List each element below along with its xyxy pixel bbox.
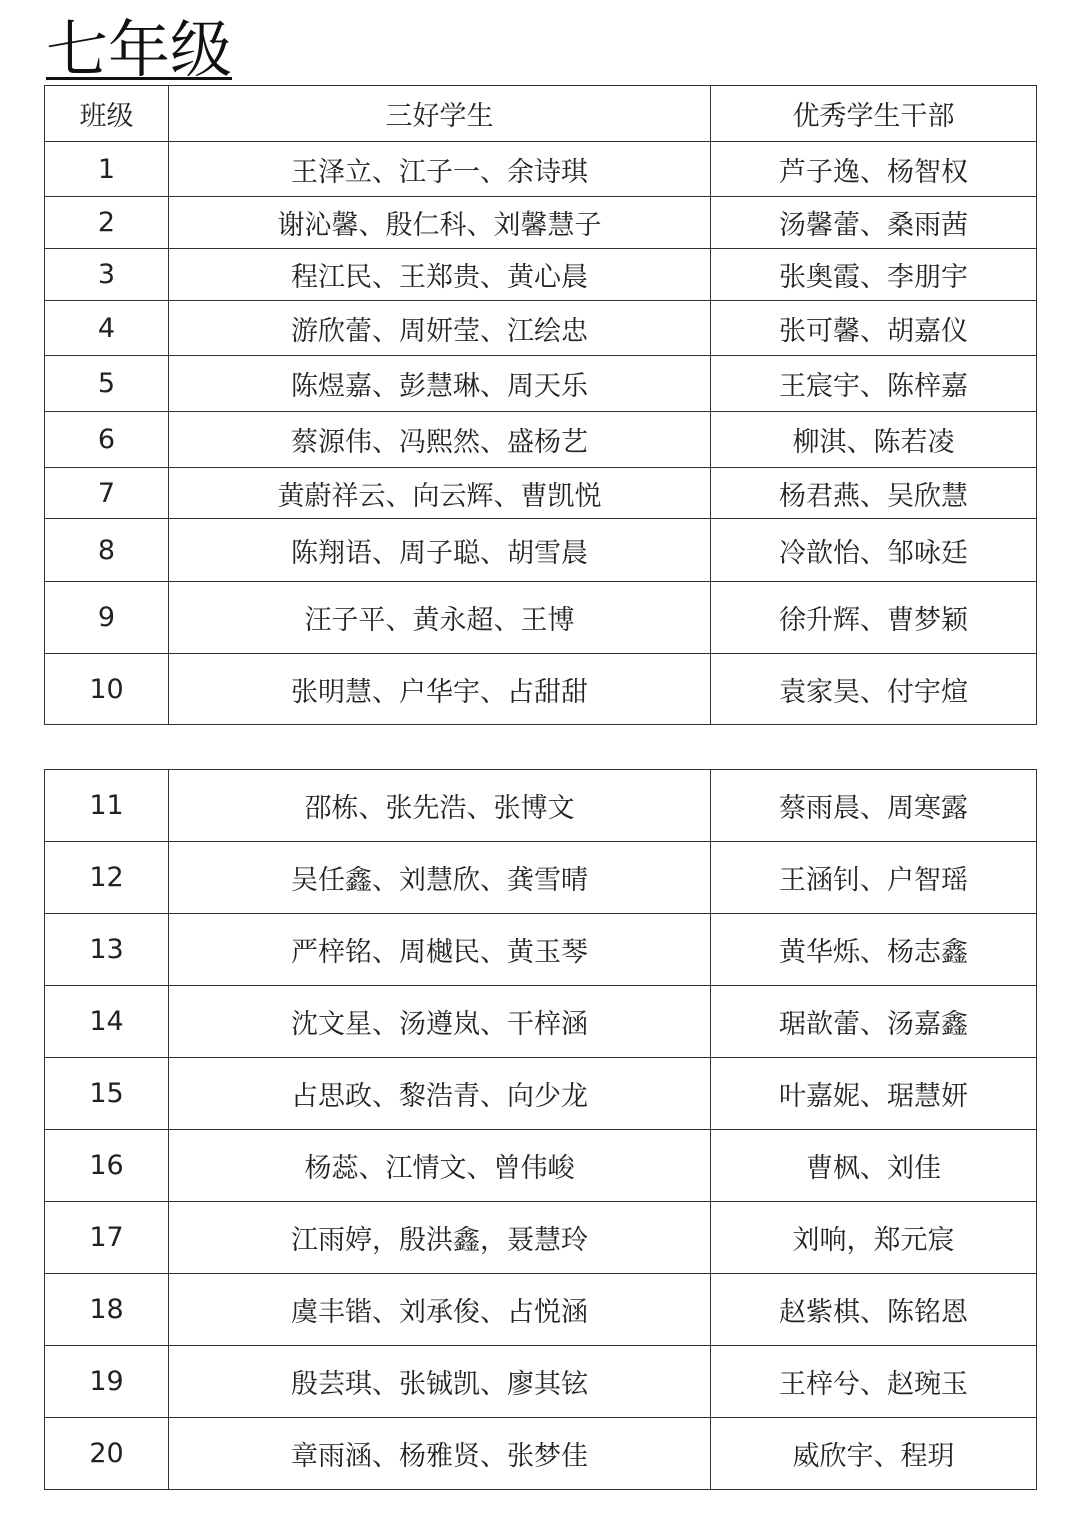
merit-students-cell: 蔡源伟、冯熙然、盛杨艺: [169, 412, 711, 468]
table-row: [45, 986, 1037, 1058]
table-row: [45, 301, 1037, 356]
class-number-cell: 20: [45, 1418, 169, 1490]
table-row: [45, 412, 1037, 468]
header-outstanding-cadres: 优秀学生干部: [711, 86, 1037, 142]
merit-students-cell: 殷芸琪、张铖凯、廖其铉: [169, 1346, 711, 1418]
merit-students-cell: 吴任鑫、刘慧欣、龚雪晴: [169, 842, 711, 914]
table-row: [45, 654, 1037, 725]
awards-table-classes-1-10: [44, 85, 1037, 725]
table-row: [45, 249, 1037, 301]
table-row: [45, 914, 1037, 986]
outstanding-cadres-cell: 王宸宇、陈梓嘉: [711, 356, 1037, 412]
table-row: [45, 1130, 1037, 1202]
table-row: [45, 468, 1037, 519]
class-number-cell: 1: [45, 142, 169, 197]
class-number-cell: 4: [45, 301, 169, 356]
merit-students-cell: 章雨涵、杨雅贤、张梦佳: [169, 1418, 711, 1490]
merit-students-cell: 王泽立、江子一、余诗琪: [169, 142, 711, 197]
merit-students-cell: 江雨婷，殷洪鑫，聂慧玲: [169, 1202, 711, 1274]
merit-students-cell: 严梓铭、周樾民、黄玉琴: [169, 914, 711, 986]
table-row: [45, 1274, 1037, 1346]
class-number-cell: 8: [45, 519, 169, 582]
table-row: [45, 1058, 1037, 1130]
outstanding-cadres-cell: 赵紫棋、陈铭恩: [711, 1274, 1037, 1346]
table-row: [45, 1346, 1037, 1418]
merit-students-cell: 陈煜嘉、彭慧琳、周天乐: [169, 356, 711, 412]
merit-students-cell: 程江民、王郑贵、黄心晨: [169, 249, 711, 301]
merit-students-cell: 虞丰锴、刘承俊、占悦涵: [169, 1274, 711, 1346]
outstanding-cadres-cell: 柳淇、陈若凌: [711, 412, 1037, 468]
table-row: [45, 197, 1037, 249]
merit-students-cell: 谢沁馨、殷仁科、刘馨慧子: [169, 197, 711, 249]
class-number-cell: 15: [45, 1058, 169, 1130]
header-class: 班级: [45, 86, 169, 142]
outstanding-cadres-cell: 张奥霞、李朋宇: [711, 249, 1037, 301]
outstanding-cadres-cell: 曹枫、刘佳: [711, 1130, 1037, 1202]
header-merit-students: 三好学生: [169, 86, 711, 142]
class-number-cell: 14: [45, 986, 169, 1058]
outstanding-cadres-cell: 叶嘉妮、琚慧妍: [711, 1058, 1037, 1130]
merit-students-cell: 杨蕊、江情文、曾伟峻: [169, 1130, 711, 1202]
page-title: 七年级: [46, 13, 233, 86]
table-row: [45, 519, 1037, 582]
merit-students-cell: 邵栋、张先浩、张博文: [169, 770, 711, 842]
table-row: [45, 770, 1037, 842]
class-number-cell: 19: [45, 1346, 169, 1418]
class-number-cell: 12: [45, 842, 169, 914]
class-number-cell: 16: [45, 1130, 169, 1202]
class-number-cell: 18: [45, 1274, 169, 1346]
outstanding-cadres-cell: 王梓兮、赵琬玉: [711, 1346, 1037, 1418]
outstanding-cadres-cell: 威欣宇、程玥: [711, 1418, 1037, 1490]
outstanding-cadres-cell: 冷歆怡、邹咏廷: [711, 519, 1037, 582]
class-number-cell: 5: [45, 356, 169, 412]
table-row: [45, 1418, 1037, 1490]
class-number-cell: 9: [45, 582, 169, 654]
outstanding-cadres-cell: 汤馨蕾、桑雨茜: [711, 197, 1037, 249]
table-row: [45, 842, 1037, 914]
class-number-cell: 10: [45, 654, 169, 725]
outstanding-cadres-cell: 张可馨、胡嘉仪: [711, 301, 1037, 356]
merit-students-cell: 沈文星、汤遵岚、干梓涵: [169, 986, 711, 1058]
outstanding-cadres-cell: 黄华烁、杨志鑫: [711, 914, 1037, 986]
merit-students-cell: 汪子平、黄永超、王博: [169, 582, 711, 654]
class-number-cell: 7: [45, 468, 169, 519]
class-number-cell: 13: [45, 914, 169, 986]
awards-table-classes-11-20: [44, 769, 1037, 1490]
merit-students-cell: 占思政、黎浩青、向少龙: [169, 1058, 711, 1130]
outstanding-cadres-cell: 杨君燕、吴欣慧: [711, 468, 1037, 519]
outstanding-cadres-cell: 芦子逸、杨智权: [711, 142, 1037, 197]
outstanding-cadres-cell: 徐升辉、曹梦颖: [711, 582, 1037, 654]
merit-students-cell: 黄蔚祥云、向云辉、曹凯悦: [169, 468, 711, 519]
outstanding-cadres-cell: 蔡雨晨、周寒露: [711, 770, 1037, 842]
class-number-cell: 6: [45, 412, 169, 468]
merit-students-cell: 陈翔语、周子聪、胡雪晨: [169, 519, 711, 582]
table-row: [45, 582, 1037, 654]
table-row: [45, 1202, 1037, 1274]
outstanding-cadres-cell: 袁家昊、付宇煊: [711, 654, 1037, 725]
class-number-cell: 11: [45, 770, 169, 842]
outstanding-cadres-cell: 刘响，郑元宸: [711, 1202, 1037, 1274]
merit-students-cell: 游欣蕾、周妍莹、江绘忠: [169, 301, 711, 356]
class-number-cell: 17: [45, 1202, 169, 1274]
class-number-cell: 2: [45, 197, 169, 249]
class-number-cell: 3: [45, 249, 169, 301]
table-row: [45, 356, 1037, 412]
outstanding-cadres-cell: 琚歆蕾、汤嘉鑫: [711, 986, 1037, 1058]
table-row: [45, 142, 1037, 197]
table-header-row: [45, 86, 1037, 142]
outstanding-cadres-cell: 王涵钊、户智瑶: [711, 842, 1037, 914]
merit-students-cell: 张明慧、户华宇、占甜甜: [169, 654, 711, 725]
